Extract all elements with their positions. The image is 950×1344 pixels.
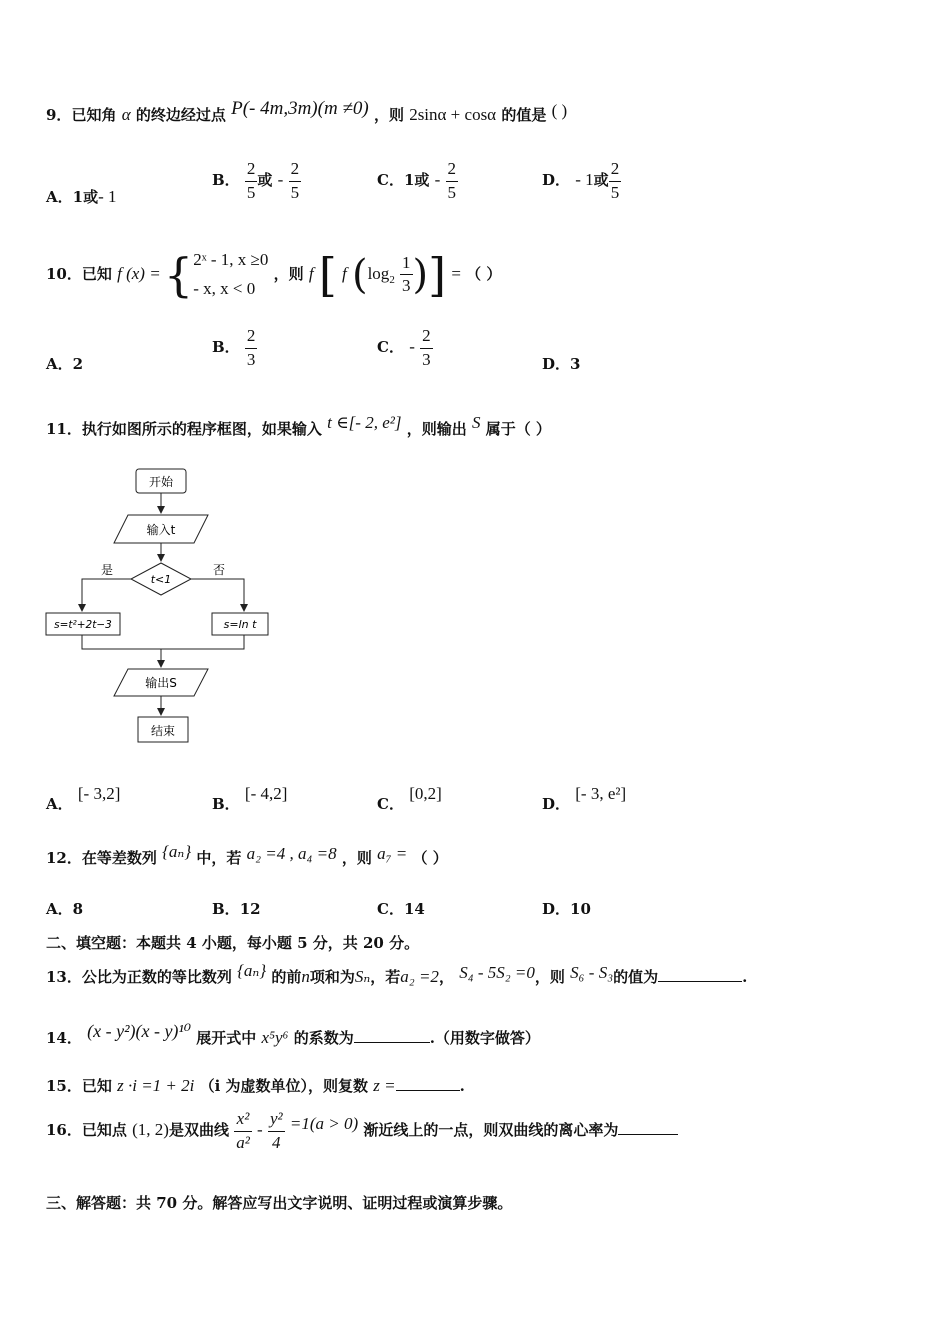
option-value: [0,2] [409,784,442,803]
q13-text-2: 的前 [271,968,302,986]
q12-text-2: 中，若 [196,849,242,867]
q13-n: n [301,967,310,986]
option-label: D． [542,355,571,373]
option-label: C． [377,171,404,190]
q10-text-1: 已知 [81,264,112,283]
q16-answer-blank[interactable] [618,1120,678,1135]
q13-text-1: 公比为正数的等比数列 [81,968,232,986]
option-value: 1 [72,188,84,206]
flow-end-label: 结束 [150,724,176,738]
q10-bracket-close: ] [428,247,447,302]
option-value: 12 [239,900,261,918]
minus-sign: - [409,337,415,357]
q10-bracket-open: [ [318,247,337,302]
flow-input-label: 输入t [146,523,176,537]
option-value: 10 [570,900,591,918]
option-label: C． [377,338,404,357]
q16-number: 16． [46,1121,82,1140]
q13-cond-2: S₄ - 5S₂ =0 [459,963,535,982]
q14-number: 14． [46,1029,82,1047]
section-2-heading: 二、填空题：本题共 4 小题，每小题 5 分，共 20 分。 [46,934,420,952]
q14-expression: (x - y²)(x - y)¹⁰ [87,1021,192,1041]
q9-paren: ( ) [551,101,568,120]
fraction [245,160,258,202]
q9-alpha: α [121,105,131,124]
option-value: [- 4,2] [244,784,288,803]
option-label: A． [46,900,73,918]
q14-term: x⁵y⁶ [261,1028,289,1047]
option-label: D． [542,171,571,190]
numerator: 2 [609,160,622,182]
q12-option-b [212,898,261,919]
fraction [420,327,433,369]
numerator: y² [268,1110,285,1132]
option-label: B． [212,900,240,918]
flow-left-label: s=t²+2t−3 [54,619,112,631]
option-value: 8 [72,900,84,918]
q11-number: 11． [46,420,82,438]
denominator: 5 [246,182,256,202]
q11-text-2: ，则输出 [406,420,467,438]
question-11 [46,413,551,439]
q9-point: P(- 4m,3m)(m ≠0) [231,98,369,119]
q13-comma: ， [438,968,454,986]
q10-f-inner: f [342,263,347,283]
q9-expression: 2sinα + cosα [409,105,497,124]
q10-log: log [367,263,390,283]
q10-paren: （ ） [466,264,502,283]
fraction [289,160,302,202]
q9-option-d [542,160,621,202]
q13-cond-1: a₂ =2 [400,967,439,986]
option-label: A． [46,795,73,813]
question-16 [46,1110,678,1152]
q11-range: t ∈[- 2, e²] [327,413,402,432]
q16-minus: - [257,1120,263,1140]
fraction [400,254,413,296]
q10-f-outer: f [308,263,314,283]
option-value: [- 3, e²] [575,784,627,803]
question-10 [46,246,501,304]
q9-text-2: 的终边经过点 [135,106,226,124]
q11-option-b [212,783,288,813]
fraction [446,160,459,202]
question-13 [46,961,748,987]
q15-text-1: 已知 [81,1077,112,1095]
denominator: 4 [272,1132,281,1152]
q9-text-1: 已知角 [71,106,117,124]
q12-option-c [377,898,425,919]
q12-paren: （ ） [412,849,448,867]
option-label: D． [542,900,571,918]
flow-arrow [191,579,244,611]
question-15 [46,1075,465,1096]
flowchart [40,460,280,750]
denominator: 5 [447,182,457,202]
option-or: 或 [257,171,273,190]
option-label: A． [46,188,73,206]
option-label: D． [542,795,571,813]
q15-number: 15． [46,1077,82,1095]
q14-text-2: 的系数为 [293,1029,354,1047]
fraction [234,1110,252,1152]
numerator: 2 [289,160,302,182]
q10-case-2: - x, x < 0 [193,278,256,298]
q16-text-1: 已知点 [81,1121,127,1140]
flow-start-label: 开始 [148,475,174,489]
q13-text-6: 的值为 [613,968,659,986]
q12-text-3: ，则 [341,849,372,867]
q10-option-a [46,353,83,374]
q13-text-3: 项和为 [309,968,355,986]
denominator: 5 [610,182,620,202]
q13-Sn: Sₙ [354,967,371,986]
q16-text-3: 渐近线上的一点，则双曲线的离心率为 [363,1121,619,1140]
q13-number: 13． [46,968,82,986]
q9-text-3: ，则 [373,106,404,124]
question-12 [46,842,448,868]
option-value: - 1 [575,170,594,190]
option-label: C． [377,795,404,813]
denominator: a² [236,1132,250,1152]
q11-option-d [542,783,627,813]
q12-option-d [542,898,591,919]
q12-number: 12． [46,849,82,867]
section-3-heading: 三、解答题：共 70 分。解答应写出文字说明、证明过程或演算步骤。 [46,1194,513,1212]
q12-ask: a₇ = [377,844,408,863]
minus-sign: - [277,170,284,190]
q15-equation: z ·i =1 + 2i [117,1076,195,1095]
q10-paren-open: ( [351,251,368,298]
q11-S: S [471,413,481,432]
q12-sequence: {aₙ} [162,842,192,861]
q11-text-1: 执行如图所示的程序框图，如果输入 [81,420,322,438]
option-label: A． [46,355,73,373]
q11-option-c [377,783,442,813]
q10-log-base: 2 [389,273,395,286]
question-9 [46,98,568,126]
q10-option-d [542,353,580,374]
q9-number: 9． [46,106,72,124]
question-14 [46,1021,540,1048]
q10-text-2: ，则 [273,264,304,283]
q10-fx: f (x) = [117,263,161,283]
flow-output-label: 输出S [145,676,177,690]
denominator: 3 [246,349,256,369]
option-value: 14 [403,900,425,918]
q10-case-1: 2ˣ - 1, x ≥0 [193,250,269,269]
q11-text-3: 属于（ ） [485,420,551,438]
flow-arrow [82,579,131,611]
fraction [609,160,622,202]
q15-text-2: （i 为虚数单位），则复数 [199,1077,369,1095]
q11-option-a [46,783,121,813]
q15-z: z = [373,1076,396,1095]
option-label: B． [212,795,240,813]
q15-end: . [459,1077,465,1095]
option-or: 或 [83,188,99,206]
q16-rhs: =1(a > 0) [289,1114,359,1134]
numerator: 2 [446,160,459,182]
q10-option-b [212,327,257,369]
q10-number: 10． [46,264,82,283]
option-label: C． [377,900,404,918]
q10-option-c [377,327,433,369]
q9-option-b [212,160,301,202]
q12-condition: a₂ =4 , a₄ =8 [246,844,337,863]
q14-end: .（用数字做答） [429,1029,540,1047]
option-label: B． [212,338,240,357]
option-label: B． [212,171,240,190]
q12-text-1: 在等差数列 [81,849,157,867]
q16-text-2: 是双曲线 [168,1121,229,1140]
option-value: 3 [570,355,581,373]
denominator: 5 [290,182,300,202]
denominator: 3 [422,349,431,369]
q9-option-a [46,186,117,207]
q13-text-4: ，若 [370,968,401,986]
option-or: 或 [414,171,430,190]
option-value: - 1 [98,187,117,206]
flow-right-label: s=ln t [223,618,257,631]
q10-brace: { [163,247,194,302]
q10-paren-close: ) [412,251,429,298]
q13-end: . [742,968,748,986]
q12-option-a [46,898,83,919]
q13-answer-blank[interactable] [658,967,742,982]
flow-decision-label: t<1 [150,573,172,586]
numerator: 2 [245,160,258,182]
option-or: 或 [593,171,609,190]
flow-no-label: 否 [212,563,226,577]
numerator: 1 [400,254,413,276]
q15-answer-blank[interactable] [396,1076,460,1091]
fraction [268,1110,285,1152]
numerator: 2 [245,327,258,349]
q9-text-4: 的值是 [501,106,547,124]
q10-cases [193,246,268,304]
option-value: 1 [403,171,415,190]
minus-sign: - [434,170,441,190]
flow-yes-label: 是 [100,563,114,577]
q13-text-5: ，则 [534,968,565,986]
option-value: [- 3,2] [77,784,121,803]
q16-point: (1, 2) [132,1120,169,1140]
q10-equals: = [451,263,461,283]
q13-ask: S₆ - S₃ [570,963,614,982]
q14-answer-blank[interactable] [354,1028,430,1043]
q9-option-c [377,160,458,202]
numerator: x² [234,1110,252,1132]
option-value: 2 [72,355,84,373]
denominator: 3 [402,276,411,296]
fraction [245,327,258,369]
q13-sequence: {aₙ} [237,961,267,980]
flow-merge-line [82,635,244,649]
numerator: 2 [420,327,433,349]
q14-text-1: 展开式中 [196,1029,257,1047]
